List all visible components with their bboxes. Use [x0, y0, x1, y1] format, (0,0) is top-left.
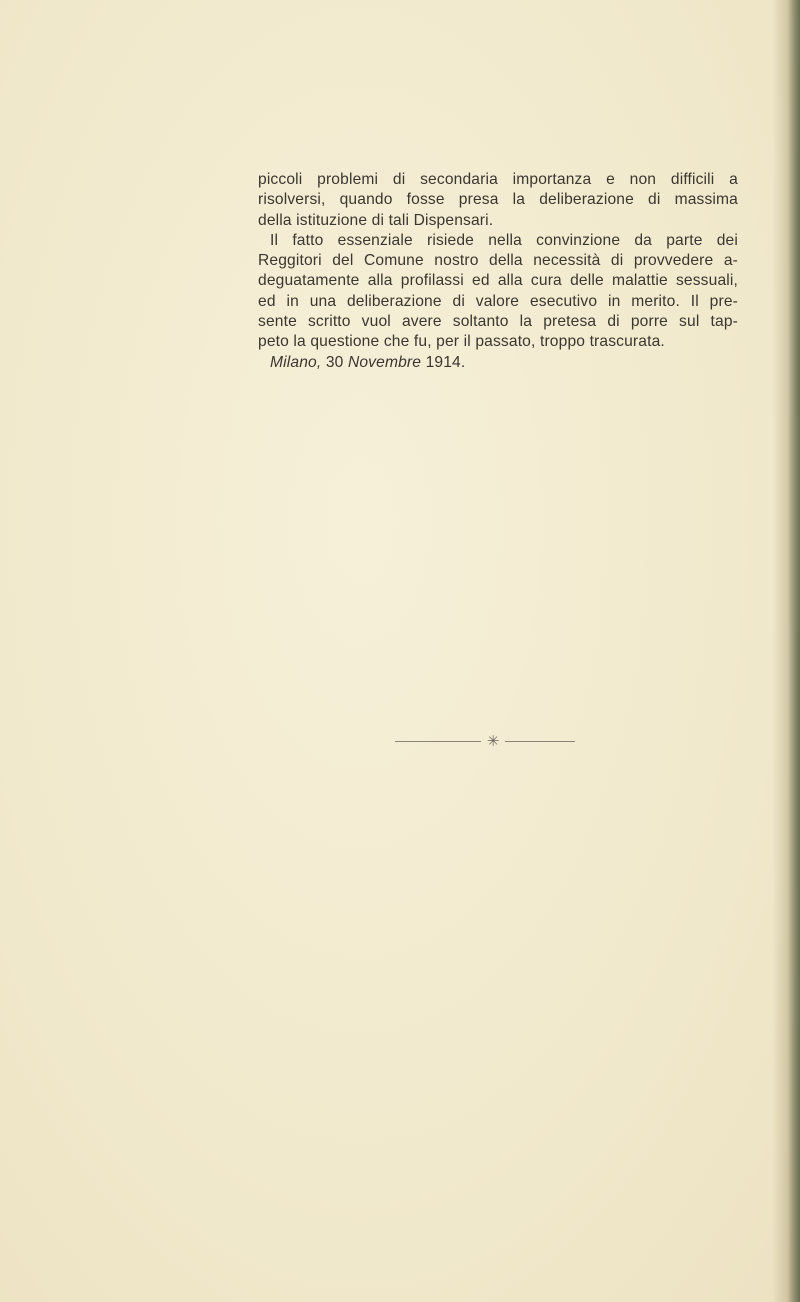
text-line: Il fatto essenziale risiede nella convinzione da parte dei [270, 231, 738, 249]
text-line: risolversi, quando fosse presa la deliberazione di massima [258, 191, 738, 209]
text-line: deguatamente alla profilassi ed alla cura delle malattie sessuali, [258, 272, 738, 290]
text-line: ed in una deliberazione di valore esecutivo in merito. Il pre- [258, 292, 738, 310]
divider-rule-left [395, 741, 481, 742]
signature-year: 1914. [425, 353, 466, 371]
asterisk-ornament-icon: ✳ [486, 732, 500, 750]
signature-line [258, 353, 738, 373]
signature-day: 30 [325, 353, 344, 371]
text-line: Reggitori del Comune nostro della necessità di provvedere a- [258, 252, 738, 270]
section-divider [385, 730, 585, 752]
page-edge-shadow [772, 0, 800, 1302]
signature-month: Novembre [347, 353, 422, 371]
signature-place: Milano, [270, 353, 322, 371]
text-line: sente scritto vuol avere soltanto la pretesa di porre sul tap- [258, 313, 738, 331]
divider-rule-right [505, 741, 575, 742]
body-text [258, 170, 738, 373]
text-line: della istituzione di tali Dispensari. [258, 211, 494, 229]
text-line: piccoli problemi di secondaria importanza e non difficili a [258, 171, 738, 188]
text-line: peto la questione che fu, per il passato, troppo trascurata. [258, 333, 665, 351]
